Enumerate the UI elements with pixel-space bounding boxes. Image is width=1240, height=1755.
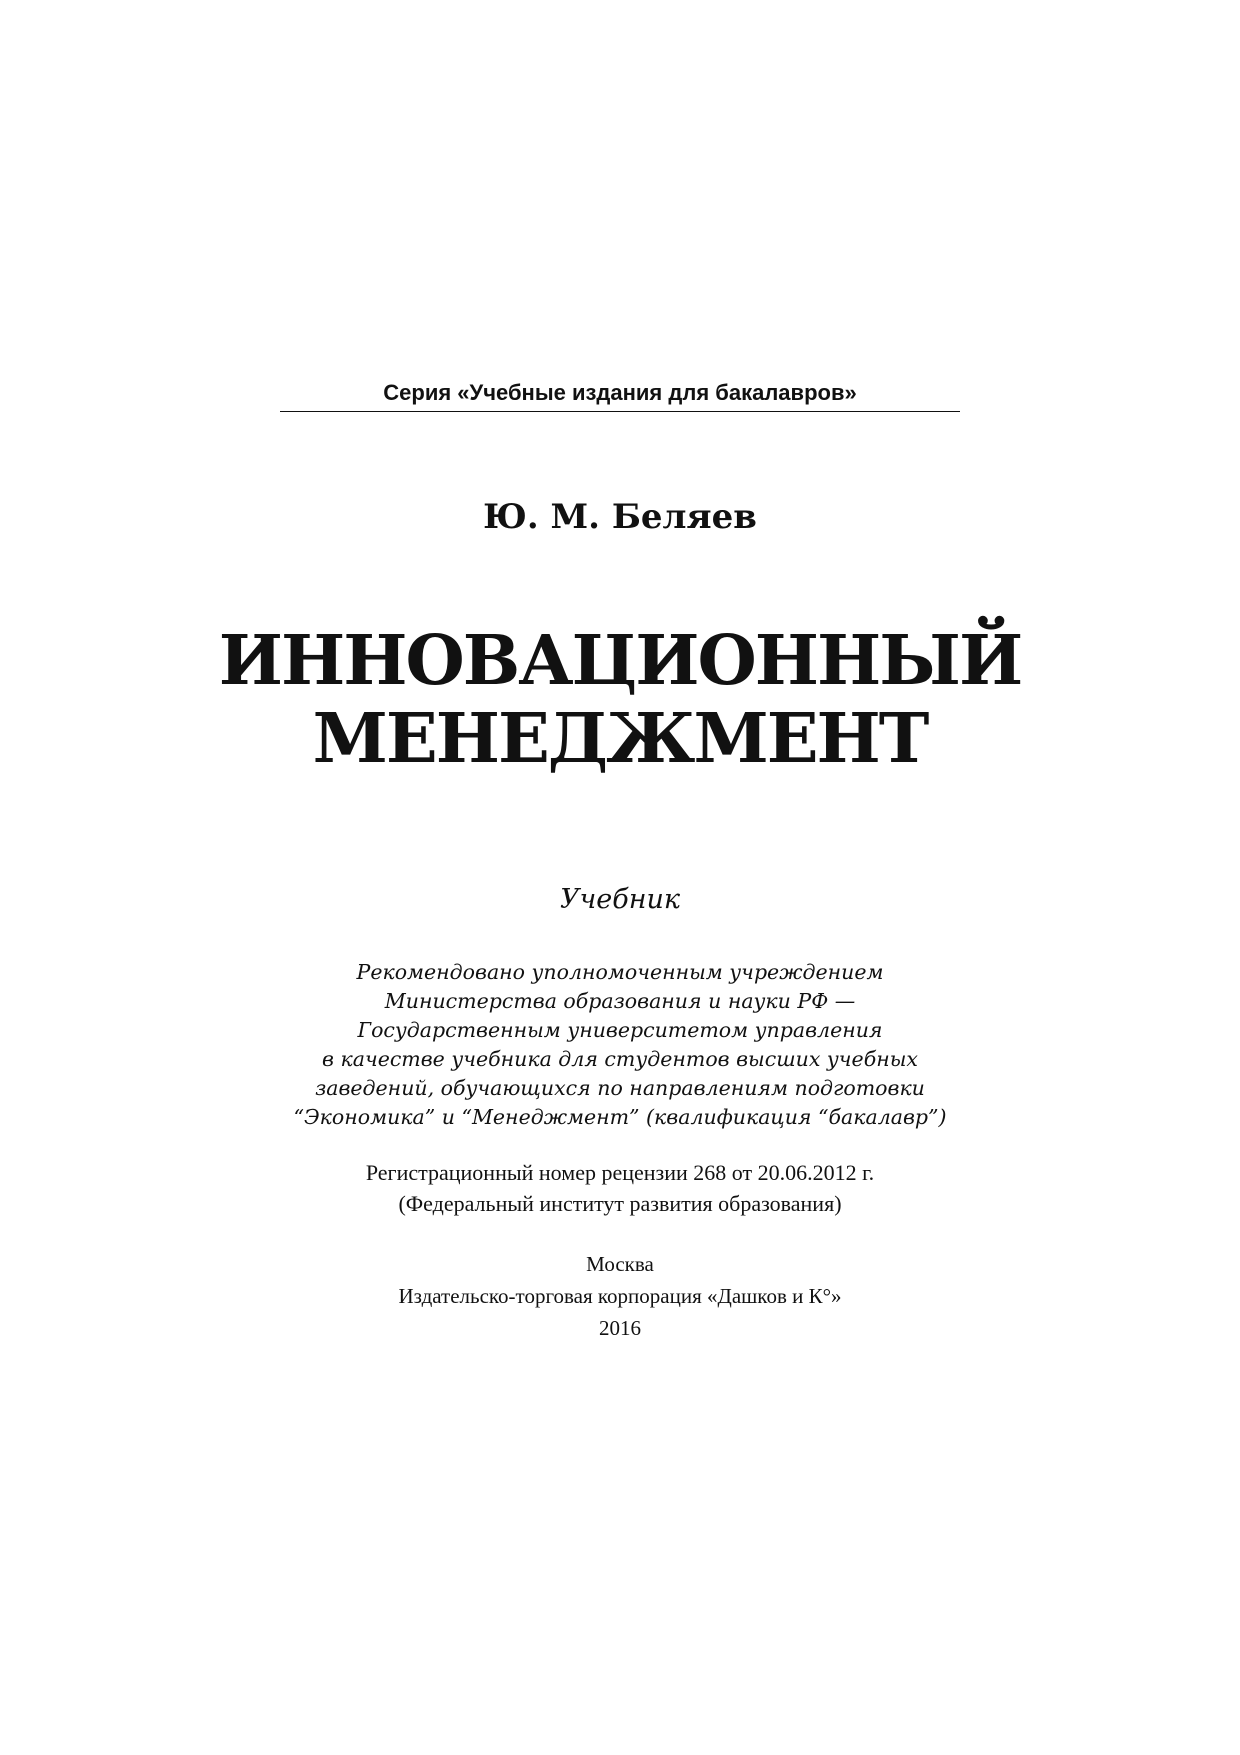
series-name: Серия «Учебные издания для бакалавров»	[383, 380, 857, 405]
author-name: Ю. М. Беляев	[483, 497, 757, 537]
imprint-block	[240, 1248, 1000, 1344]
recommendation-line: Министерства образования и науки РФ —	[384, 989, 856, 1013]
series-divider	[280, 411, 960, 412]
review-number-line: Регистрационный номер рецензии 268 от 20.06.2012 г.	[365, 1160, 875, 1185]
imprint-city: Москва	[586, 1252, 654, 1276]
recommendation-line: “Экономика” и “Менеджмент” (квалификация “бакалавр”)	[293, 1105, 947, 1129]
recommendation-line: заведений, обучающихся по направлениям подготовки	[315, 1076, 925, 1100]
imprint-publisher: Издательско-торговая корпорация «Дашков и К°»	[398, 1284, 842, 1308]
recommendation-line: Государственным университетом управления	[357, 1018, 883, 1042]
book-title	[200, 622, 1040, 778]
recommendation-block	[240, 958, 1000, 1132]
review-registration	[240, 1157, 1000, 1219]
document-type: Учебник	[559, 884, 681, 915]
imprint-year: 2016	[599, 1316, 641, 1340]
recommendation-line: в качестве учебника для студентов высших учебных	[322, 1047, 918, 1071]
review-institute-line: (Федеральный институт развития образования)	[398, 1191, 842, 1216]
recommendation-line: Рекомендовано уполномоченным учреждением	[356, 960, 884, 984]
book-title-line-1: ИННОВАЦИОННЫЙ	[218, 621, 1022, 701]
book-title-line-2: МЕНЕДЖМЕНТ	[312, 699, 928, 779]
